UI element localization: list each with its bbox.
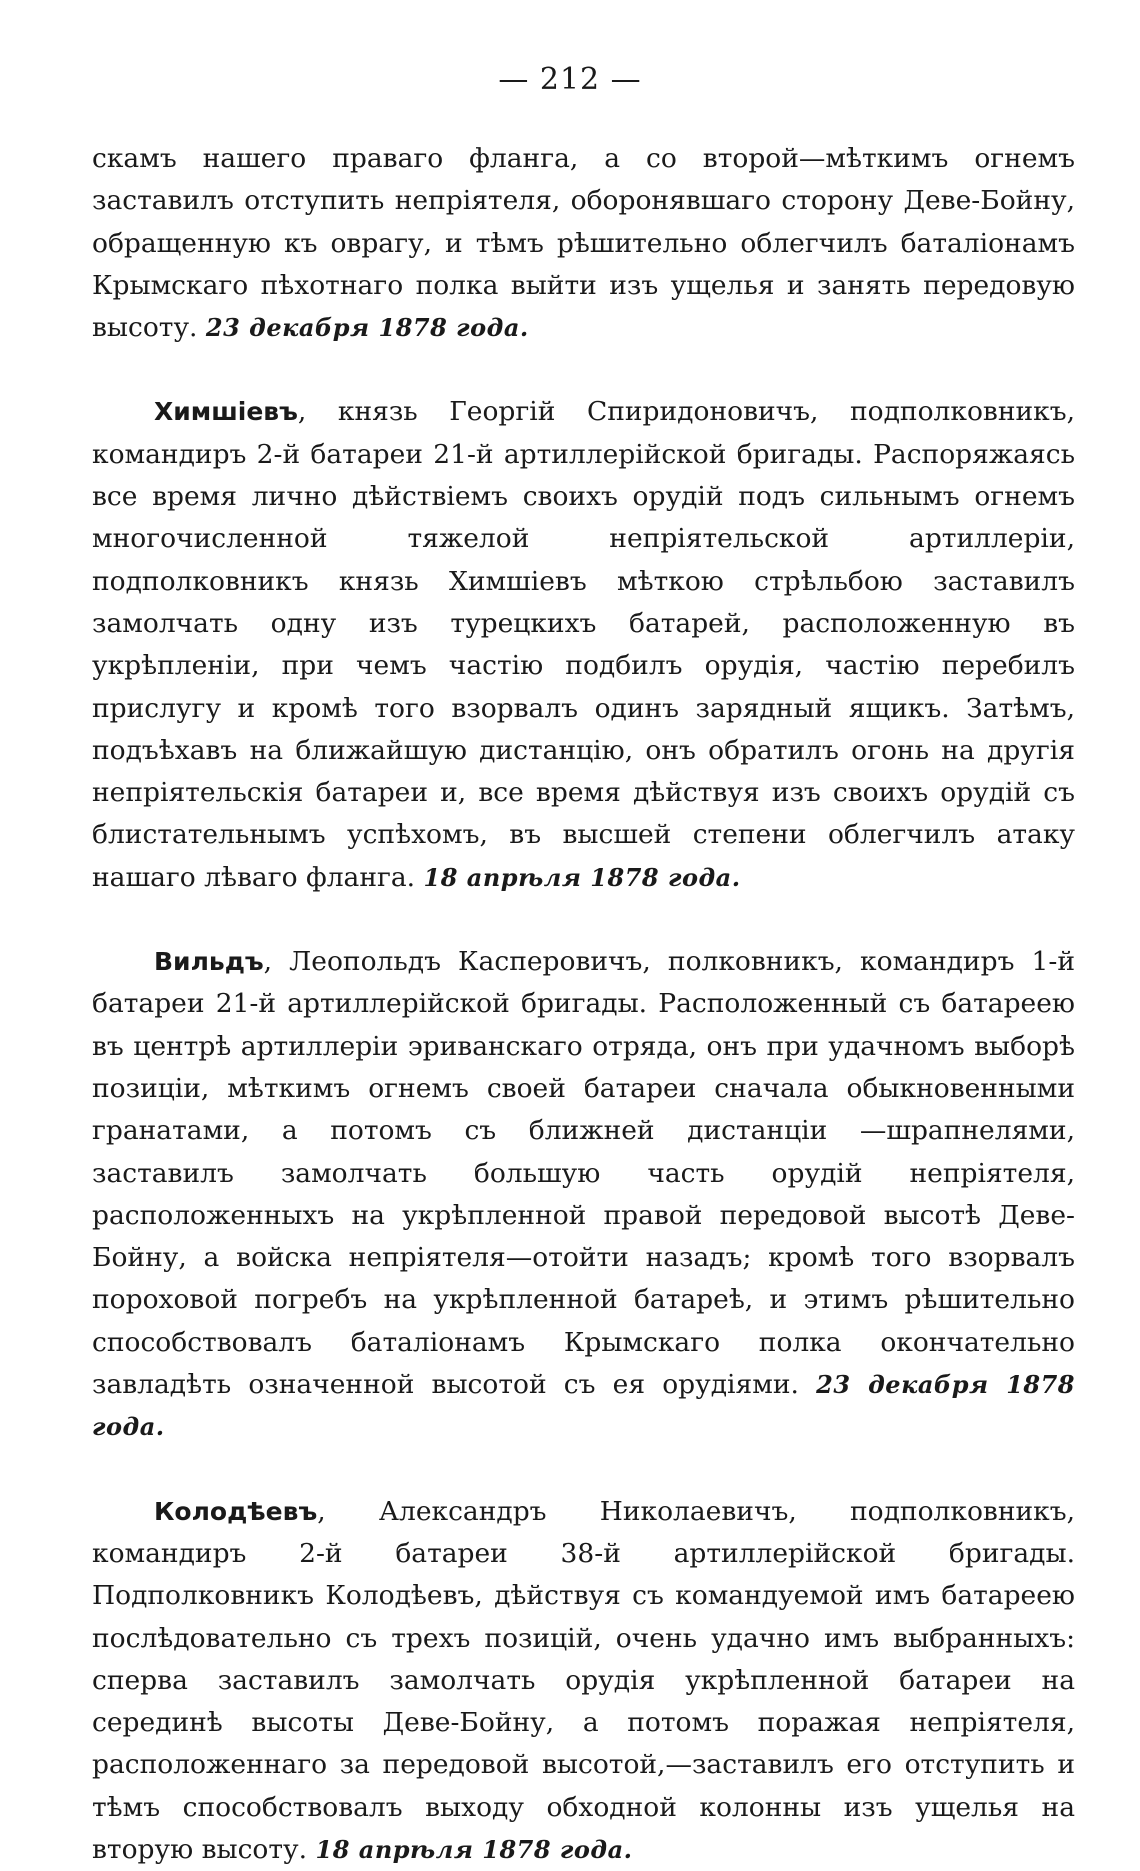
page-number: — 212 — [498, 62, 642, 97]
paragraph-khimshiev [92, 391, 1075, 899]
paragraph-text: , князь Георгій Спиридоновичъ, подполковникъ, командиръ 2-й батареи 21-й артиллерійской бригады. Распоряжаясь все время лично дѣйствіемъ своихъ орудій подъ сильнымъ огнемъ многочисленной тяжелой непріятельской артиллеріи, подполковникъ князь Химшіевъ мѣткою стрѣльбою заставилъ замолчать одну изъ турецкихъ батарей, расположенную въ укрѣпленіи, при чемъ частію подбилъ орудія, частію перебилъ прислугу и кромѣ того взорвалъ одинъ зарядный ящикъ. Затѣмъ, подъѣхавъ на ближайшую дистанцію, онъ обратилъ огонь на другія непріятельскія батареи и, все время дѣйствуя изъ своихъ орудій съ блистательнымъ успѣхомъ, въ высшей степени облегчилъ атаку нашаго лѣваго фланга. [92, 396, 1075, 893]
paragraph-date: 18 апрѣля 1878 года. [315, 1834, 633, 1864]
paragraph-text: , Александръ Николаевичъ, подполковникъ, командиръ 2-й батареи 38-й артиллерійской бригады. Подполковникъ Колодѣевъ, дѣйствуя съ командуемой имъ батареею послѣдовательно съ трехъ позицій, очень удачно имъ выбранныхъ: сперва заставилъ замолчать орудія укрѣпленной батареи на серединѣ высоты Деве-Бойну, а потомъ поражая непріятеля, расположеннаго за передовой высотой,—заставилъ его отступить и тѣмъ способствовалъ выходу обходной колонны изъ ущелья на вторую высоту. [92, 1495, 1075, 1865]
paragraph-date: 23 декабря 1878 года. [92, 1370, 1075, 1442]
paragraph-text: , Леопольдъ Касперовичъ, полковникъ, командиръ 1-й батареи 21-й артиллерійской бригады. Расположенный съ батареею въ центрѣ артиллеріи эриванскаго отряда, онъ при удачномъ выборѣ позиціи, мѣткимъ огнемъ своей батареи сначала обыкновенными гранатами, а потомъ съ ближней дистанціи —шрапнелями, заставилъ замолчать большую часть орудій непріятеля, расположенныхъ на укрѣпленной правой передовой высотѣ Деве-Бойну, а войска непріятеля—отойти назадъ; кромѣ того взорвалъ пороховой погребъ на укрѣпленной батареѣ, и этимъ рѣшительно способствовалъ баталіонамъ Крымскаго полка окончательно завладѣть означенной высотой съ ея орудіями. [92, 946, 1075, 1401]
paragraph-date: 18 апрѣля 1878 года. [423, 862, 741, 892]
body-text [92, 138, 1075, 1871]
person-name: Вильдъ [154, 947, 264, 977]
person-name: Химшіевъ [154, 397, 298, 427]
paragraph-date: 23 декабря 1878 года. [205, 313, 529, 343]
person-name: Колодѣевъ [154, 1496, 318, 1526]
paragraph-continuation [92, 138, 1075, 349]
paragraph-text: скамъ нашего праваго фланга, а со второй—мѣткимъ огнемъ заставилъ отступить непріятеля, оборонявшаго сторону Деве-Бойну, обращенную къ оврагу, и тѣмъ рѣшительно облегчилъ баталіонамъ Крымскаго пѣхотнаго полка выйти изъ ущелья и занять передовую высоту. [92, 143, 1075, 344]
paragraph-wild [92, 941, 1075, 1449]
paragraph-kolodeev [92, 1491, 1075, 1871]
